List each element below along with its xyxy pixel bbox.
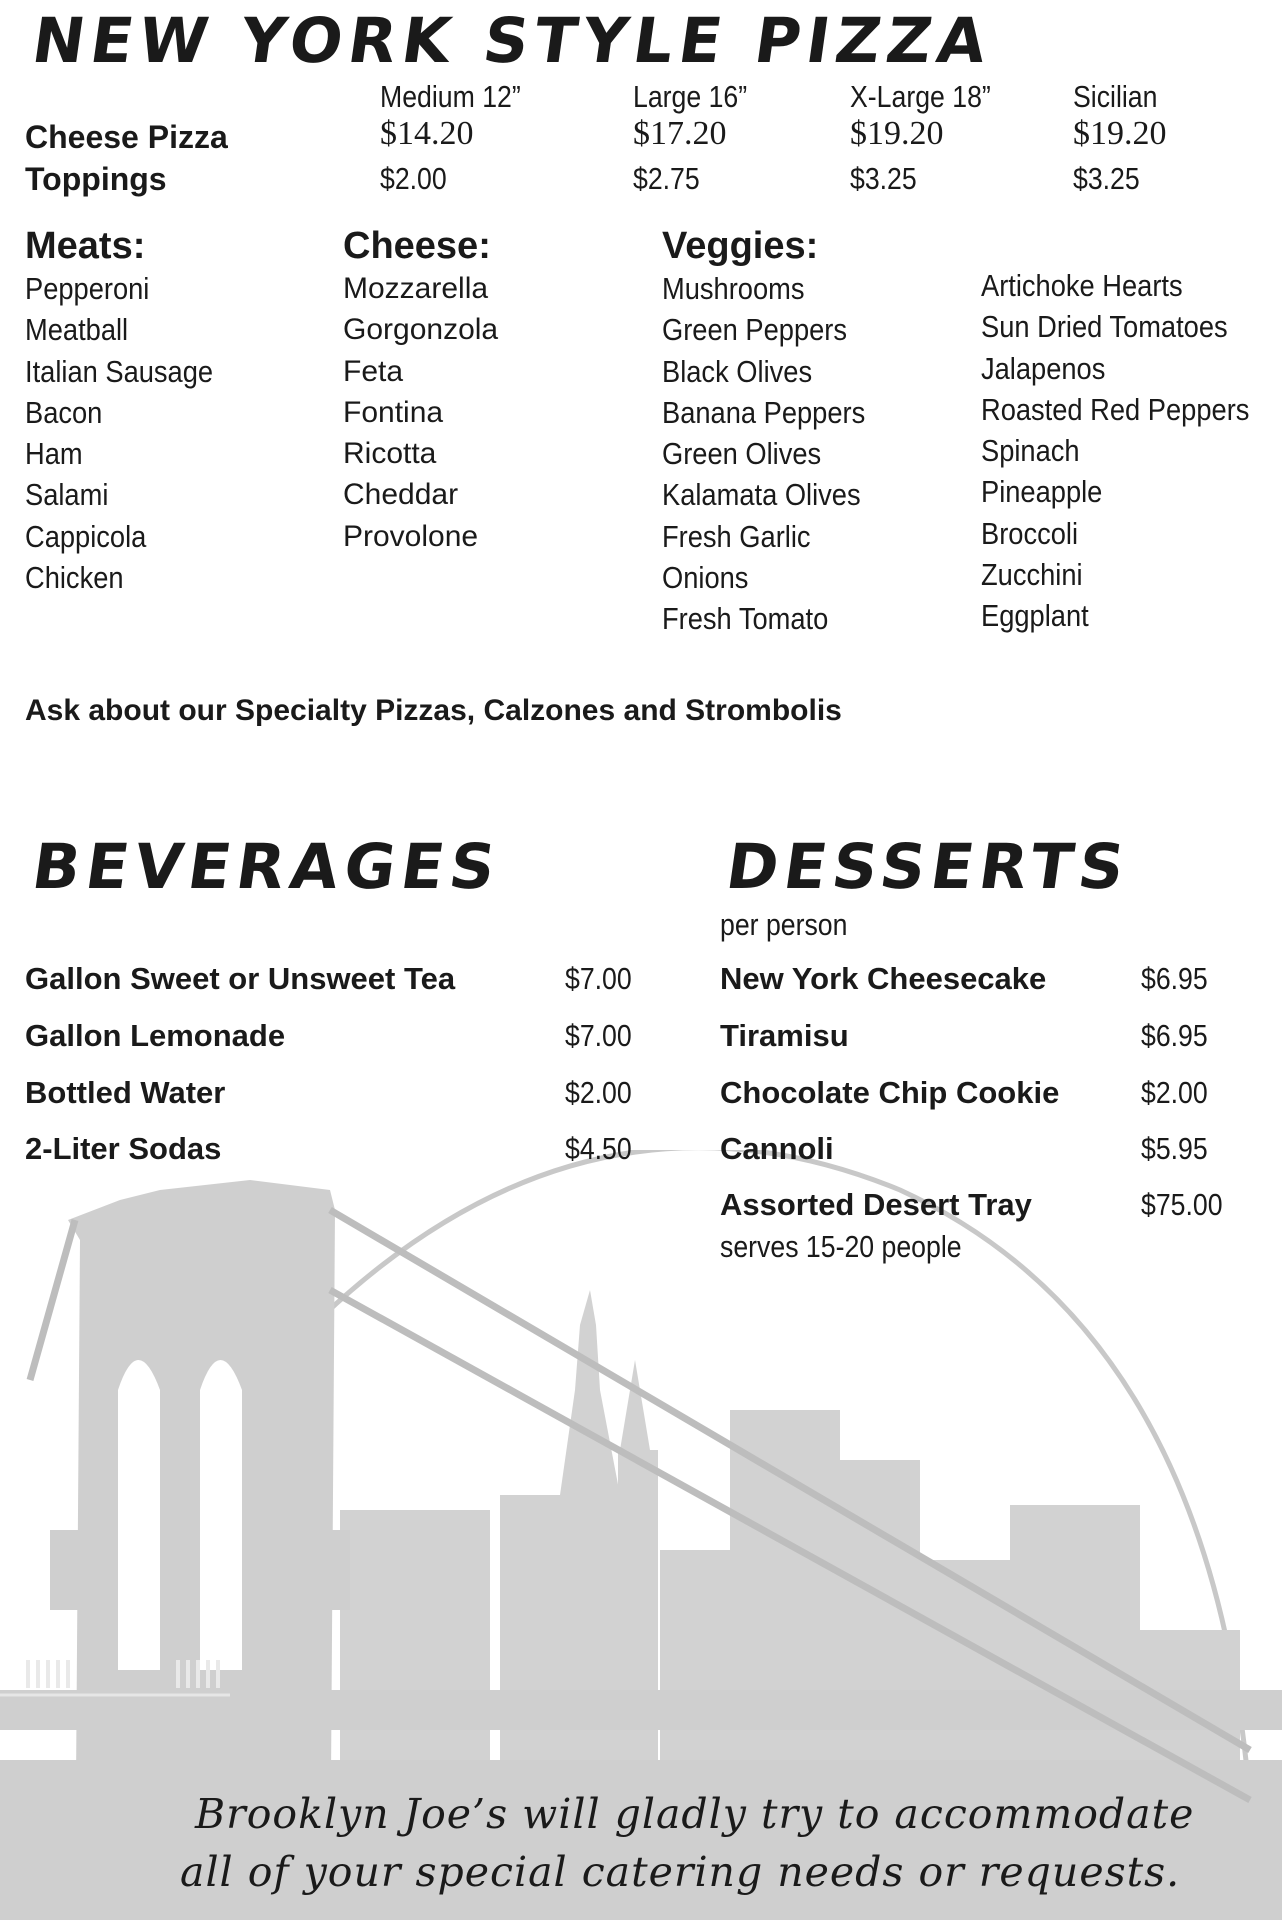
list-item: Pepperoni: [25, 271, 150, 306]
list-item: Roasted Red Peppers: [981, 391, 1250, 427]
veggies-heading: Veggies:: [662, 225, 819, 267]
list-item: Broccoli: [981, 515, 1079, 551]
list-item: Zucchini: [981, 557, 1083, 593]
list-item: Cappicola: [25, 518, 147, 554]
cheese-heading: Cheese:: [343, 225, 491, 267]
list-item: Onions: [662, 560, 749, 596]
list-item: Sun Dried Tomatoes: [981, 309, 1228, 345]
list-item: Salami: [25, 477, 109, 513]
dessert-price: $5.95: [1141, 1131, 1208, 1166]
dessert-name: Assorted Desert Tray: [720, 1187, 1032, 1222]
list-item: Artichoke Hearts: [981, 268, 1183, 303]
cheese-pizza-sicilian-price: $19.20: [1073, 115, 1167, 152]
dessert-price: $6.95: [1141, 1018, 1208, 1053]
veggies-list-col2: [981, 265, 1282, 637]
list-item: Mozzarella: [343, 272, 489, 305]
cheese-list: [343, 268, 498, 557]
meats-heading: Meats:: [25, 225, 146, 267]
list-item: Fontina: [343, 395, 444, 429]
list-item: Spinach: [981, 433, 1080, 469]
dessert-name: Chocolate Chip Cookie: [720, 1075, 1060, 1110]
pizza-title: NEW YORK STYLE PIZZA: [27, 4, 997, 77]
veggies-list-col1: [662, 268, 893, 640]
list-item: Cheddar: [343, 478, 459, 512]
dessert-price: $2.00: [1141, 1075, 1208, 1110]
beverage-price: $7.00: [565, 1018, 632, 1053]
size-large-header: Large 16”: [633, 79, 748, 114]
list-item: Eggplant: [981, 598, 1089, 634]
list-item: Mushrooms: [662, 271, 805, 306]
list-item: Jalapenos: [981, 350, 1106, 386]
list-item: Chicken: [25, 560, 124, 596]
beverage-name: Bottled Water: [25, 1075, 226, 1110]
list-item: Green Peppers: [662, 312, 848, 348]
tray-note: serves 15-20 people: [720, 1229, 962, 1264]
cheese-pizza-large-price: $17.20: [633, 115, 727, 152]
toppings-xlarge-price: $3.25: [850, 161, 917, 196]
footer-line-2: all of your special catering needs or requests.: [180, 1848, 1181, 1896]
cheese-pizza-medium-price: $14.20: [380, 115, 474, 152]
desserts-title: DESSERTS: [721, 830, 1135, 903]
size-xlarge-header: X-Large 18”: [850, 79, 991, 114]
list-item: Fresh Tomato: [662, 601, 829, 637]
list-item: Provolone: [343, 519, 479, 553]
specialty-note: Ask about our Specialty Pizzas, Calzones and Strombolis: [25, 694, 842, 727]
toppings-large-price: $2.75: [633, 161, 700, 196]
toppings-sicilian-price: $3.25: [1073, 161, 1140, 196]
beverage-name: Gallon Sweet or Unsweet Tea: [25, 961, 456, 996]
cheese-pizza-label: Cheese Pizza: [25, 119, 228, 155]
desserts-subtitle: per person: [720, 907, 848, 942]
list-item: Kalamata Olives: [662, 477, 861, 513]
list-item: Pineapple: [981, 474, 1103, 510]
beverage-price: $2.00: [565, 1075, 632, 1110]
dessert-name: Tiramisu: [720, 1018, 849, 1053]
beverage-price: $4.50: [565, 1131, 632, 1166]
dessert-price: $6.95: [1141, 961, 1208, 996]
dessert-name: New York Cheesecake: [720, 961, 1047, 996]
list-item: Fresh Garlic: [662, 518, 811, 554]
list-item: Ricotta: [343, 437, 437, 471]
list-item: Gorgonzola: [343, 313, 499, 347]
dessert-price: $75.00: [1141, 1187, 1223, 1222]
dessert-name: Cannoli: [720, 1131, 834, 1166]
toppings-medium-price: $2.00: [380, 161, 447, 196]
beverages-title: BEVERAGES: [27, 830, 506, 903]
footer-line-1: Brooklyn Joe’s will gladly try to accommodate: [195, 1790, 1195, 1838]
list-item: Ham: [25, 436, 83, 472]
beverage-name: 2-Liter Sodas: [25, 1131, 222, 1166]
list-item: Italian Sausage: [25, 353, 214, 389]
list-item: Meatball: [25, 312, 129, 348]
list-item: Black Olives: [662, 353, 813, 389]
cheese-pizza-xlarge-price: $19.20: [850, 115, 944, 152]
size-medium-header: Medium 12”: [380, 79, 521, 114]
list-item: Bacon: [25, 394, 103, 430]
toppings-label: Toppings: [25, 161, 167, 197]
size-sicilian-header: Sicilian: [1073, 79, 1158, 114]
beverage-price: $7.00: [565, 961, 632, 996]
list-item: Green Olives: [662, 436, 822, 472]
beverage-name: Gallon Lemonade: [25, 1018, 286, 1053]
meats-list: [25, 268, 239, 598]
list-item: Banana Peppers: [662, 394, 866, 430]
list-item: Feta: [343, 354, 404, 388]
